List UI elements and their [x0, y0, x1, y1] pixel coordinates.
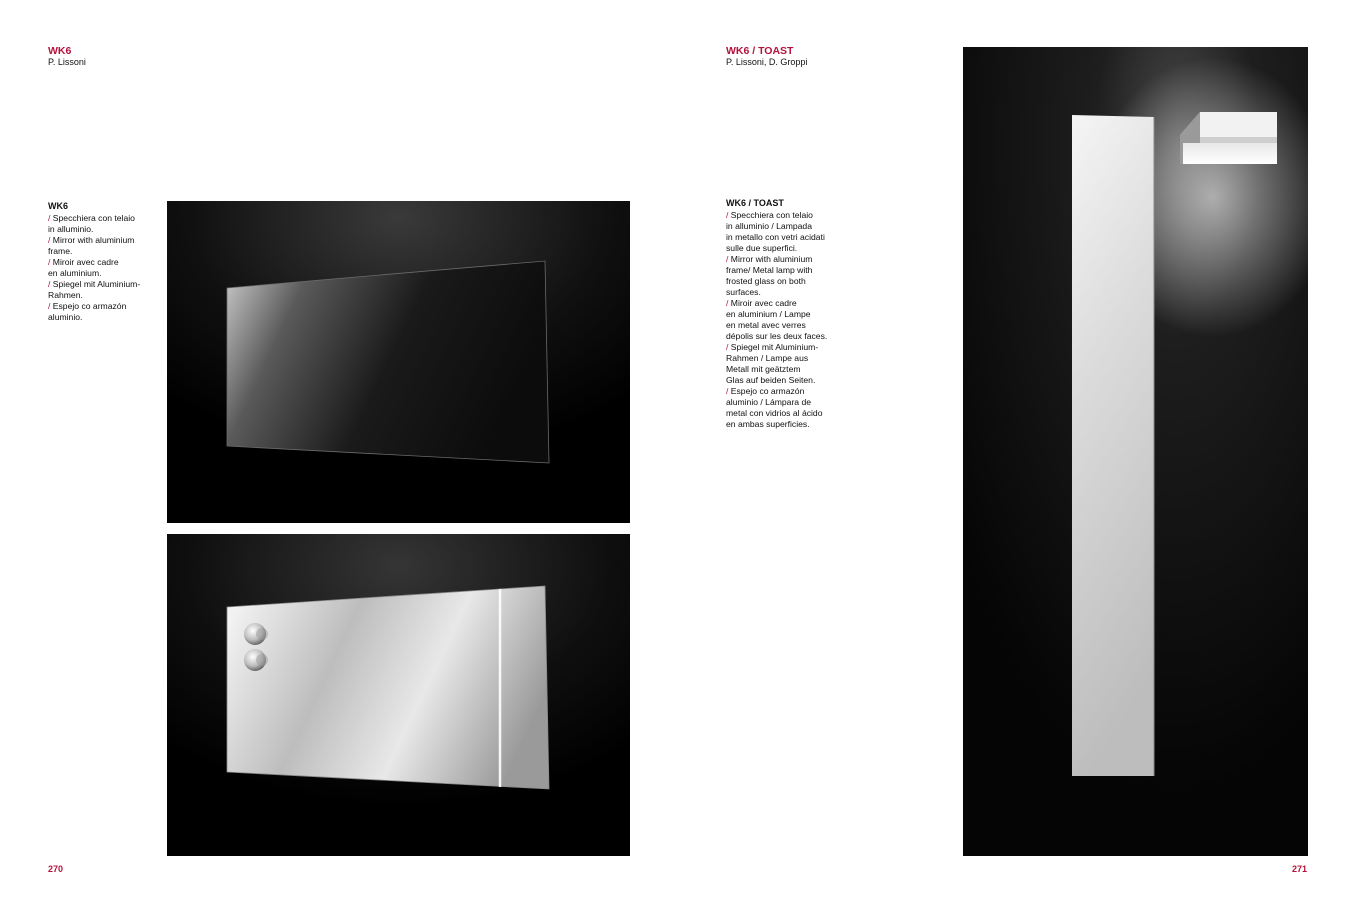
- description-line: [48, 312, 140, 323]
- description-line: [48, 301, 140, 312]
- description-text: frame/ Metal lamp with: [726, 265, 813, 275]
- description-line: [726, 221, 827, 232]
- description-text: sulle due superfici.: [726, 243, 798, 253]
- product-description: [48, 201, 140, 323]
- description-text: Specchiera con telaio: [52, 213, 135, 223]
- description-text: Espejo co armazón: [730, 386, 805, 396]
- description-text: en aluminium / Lampe: [726, 309, 811, 319]
- description-line: [726, 276, 827, 287]
- description-line: [726, 265, 827, 276]
- description-line: [726, 210, 827, 221]
- description-text: frame.: [48, 246, 73, 256]
- description-text: en metal avec verres: [726, 320, 806, 330]
- description-text: surfaces.: [726, 287, 761, 297]
- description-line: [48, 213, 140, 224]
- description-line: [726, 342, 827, 353]
- description-line: [48, 235, 140, 246]
- description-text: in alluminio.: [48, 224, 94, 234]
- page-number: 271: [1292, 864, 1308, 874]
- description-text: Mirror with aluminium: [52, 235, 135, 245]
- slash-marker: /: [726, 298, 731, 308]
- description-line: [48, 224, 140, 235]
- description-line: [726, 320, 827, 331]
- description-text: Rahmen / Lampe aus: [726, 353, 809, 363]
- description-text: Miroir avec cadre: [730, 298, 797, 308]
- page-number: 270: [48, 864, 64, 874]
- description-line: [726, 408, 827, 419]
- slash-marker: /: [48, 257, 53, 267]
- description-text: in metallo con vetri acidati: [726, 232, 825, 242]
- description-line: [726, 298, 827, 309]
- description-text: aluminio / Lámpara de: [726, 397, 812, 407]
- description-text: Rahmen.: [48, 290, 83, 300]
- product-description: [726, 198, 827, 430]
- right-page: [678, 0, 1356, 904]
- description-text: Espejo co armazón: [52, 301, 127, 311]
- slash-marker: /: [48, 301, 53, 311]
- description-line: [726, 287, 827, 298]
- description-text: Metall mit geätztem: [726, 364, 801, 374]
- description-text: Mirror with aluminium: [730, 254, 813, 264]
- slash-marker: /: [726, 386, 731, 396]
- slash-marker: /: [48, 213, 53, 223]
- description-text: Specchiera con telaio: [730, 210, 813, 220]
- description-line: [726, 419, 827, 430]
- description-title: WK6: [48, 201, 68, 211]
- description-text: metal con vidrios al ácido: [726, 408, 823, 418]
- description-line: [48, 290, 140, 301]
- description-line: [726, 331, 827, 342]
- description-text: Spiegel mit Aluminium-: [52, 279, 141, 289]
- description-line: [726, 386, 827, 397]
- product-title: WK6: [48, 45, 72, 57]
- description-text: Spiegel mit Aluminium-: [730, 342, 819, 352]
- description-text: en aluminium.: [48, 268, 102, 278]
- description-text: Glas auf beiden Seiten.: [726, 375, 816, 385]
- description-lines: [726, 210, 827, 430]
- description-line: [48, 279, 140, 290]
- description-line: [726, 364, 827, 375]
- description-line: [48, 246, 140, 257]
- slash-marker: /: [726, 254, 731, 264]
- description-line: [726, 243, 827, 254]
- description-line: [726, 375, 827, 386]
- description-line: [48, 268, 140, 279]
- product-title: WK6 / TOAST: [726, 45, 794, 57]
- description-lines: [48, 213, 140, 323]
- description-line: [726, 309, 827, 320]
- description-text: frosted glass on both: [726, 276, 806, 286]
- description-line: [726, 353, 827, 364]
- slash-marker: /: [48, 279, 53, 289]
- description-text: aluminio.: [48, 312, 83, 322]
- description-text: Miroir avec cadre: [52, 257, 119, 267]
- slash-marker: /: [726, 210, 731, 220]
- description-line: [726, 232, 827, 243]
- slash-marker: /: [48, 235, 53, 245]
- description-title: WK6 / TOAST: [726, 198, 784, 208]
- designer-name: P. Lissoni: [48, 57, 86, 67]
- description-line: [726, 397, 827, 408]
- product-photo-wk6-mirror-strips: [167, 201, 630, 523]
- designer-name: P. Lissoni, D. Groppi: [726, 57, 808, 67]
- product-photo-wk6-mirror-knobs: [167, 534, 630, 856]
- product-photo-wk6-toast: [963, 47, 1308, 856]
- description-text: dépolis sur les deux faces.: [726, 331, 828, 341]
- description-text: en ambas superficies.: [726, 419, 810, 429]
- description-text: in alluminio / Lampada: [726, 221, 812, 231]
- description-line: [48, 257, 140, 268]
- slash-marker: /: [726, 342, 731, 352]
- description-line: [726, 254, 827, 265]
